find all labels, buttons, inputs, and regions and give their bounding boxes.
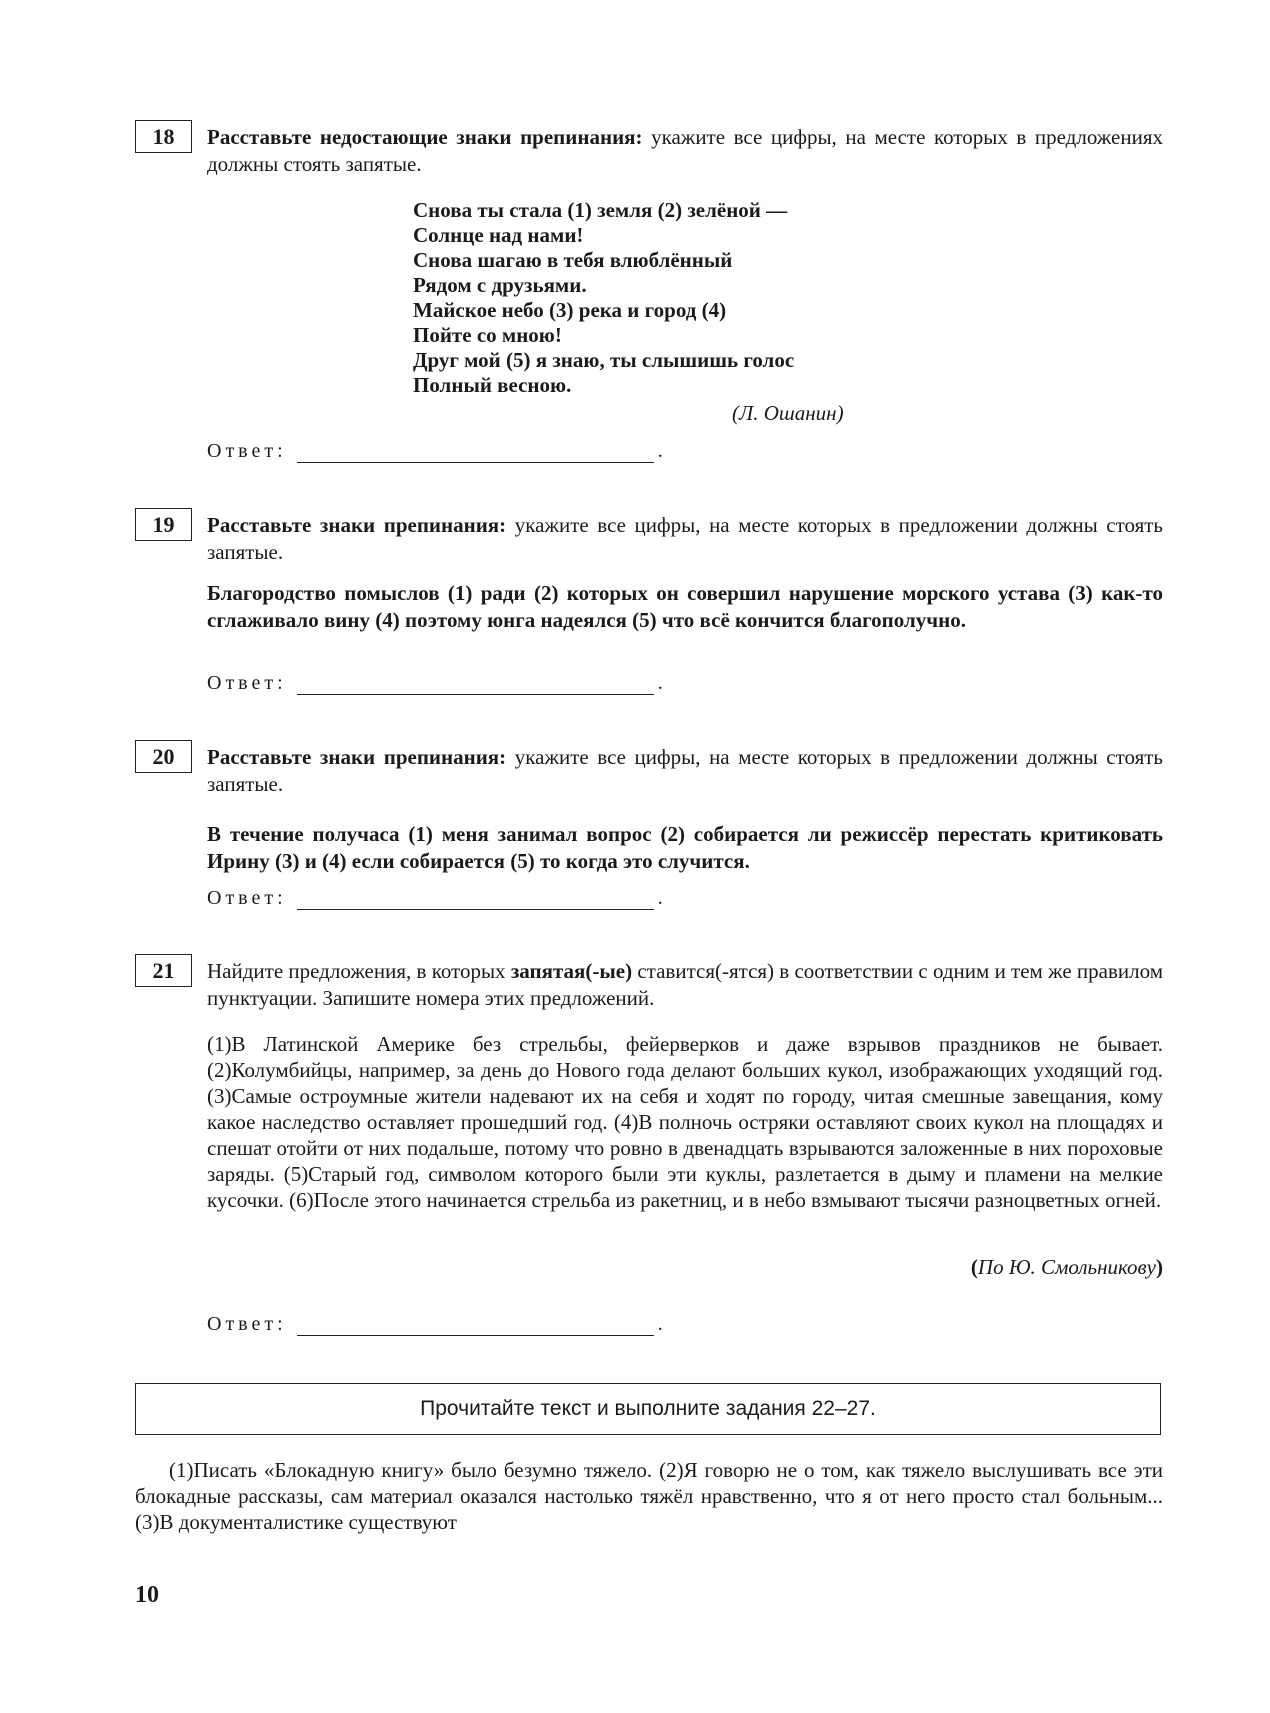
author-paren-open: ( (970, 1255, 978, 1279)
answer-line[interactable] (297, 889, 654, 910)
answer-end: . (657, 1313, 667, 1335)
task-21-instruction-start: Найдите предложения, в которых (207, 959, 511, 983)
answer-label: Ответ: (207, 672, 287, 694)
answer-end: . (657, 887, 667, 909)
task-number-18: 18 (135, 120, 192, 153)
poem-line: Пойте со мною! (413, 323, 562, 347)
task-20-instruction-bold: Расставьте знаки препинания: (207, 745, 507, 769)
poem-line: Полный весною. (413, 373, 572, 397)
task-20-instruction (207, 744, 1163, 798)
task-18-author: (Л. Ошанин) (732, 401, 844, 425)
task-18-instruction-bold: Расставьте недостающие знаки препинания: (207, 125, 643, 149)
task-18-instruction (207, 124, 1163, 178)
task-18-instruction-rest: укажите все цифры, на месте которых в предложениях должны стоять запятые. (207, 125, 1163, 176)
poem-line: Рядом с друзьями. (413, 273, 587, 297)
task-21-text: (1)В Латинской Америке без стрельбы, фейерверков и даже взрывов праздников не бывает. (2)Колумбийцы, например, за день до Нового года делают больших кукол, изображающих уходящий год. (3)Самые остроумные жители надевают их на себя и ходят по городу, читая смешные завещания, кому какое наследство оставляет прошедший год. (4)В полночь остряки оставляют своих кукол на площадях и спешат отойти от них подальше, потому что ровно в двенадцать взрываются заложенные в них пороховые заряды. (5)Старый год, символом которого были эти куклы, разлетается в дыму и пламени на мелкие кусочки. (6)После этого начинается стрельба из ракетниц, и в небо взмывают тысячи разноцветных огней. (207, 1032, 1163, 1212)
task-19-answer[interactable] (207, 672, 667, 695)
task-20-sentence: В течение получаса (1) меня занимал вопрос (2) собирается ли режиссёр перестать критиковать Ирину (3) и (4) если собирается (5) то когда это случится. (207, 822, 1163, 873)
answer-end: . (657, 672, 667, 694)
reading-instructions-banner: Прочитайте текст и выполните задания 22–27. (135, 1383, 1161, 1435)
task-18-poem (413, 198, 893, 398)
task-21-author (971, 1255, 1163, 1280)
task-21-instruction-bold: запятая(-ые) (510, 959, 633, 983)
task-20-answer[interactable] (207, 887, 667, 910)
task-18-answer[interactable] (207, 440, 667, 463)
answer-line[interactable] (297, 1315, 654, 1336)
task-19-instruction (207, 512, 1163, 566)
author-name: По Ю. Смольникову (977, 1255, 1156, 1279)
answer-label: Ответ: (207, 1313, 287, 1335)
answer-line[interactable] (297, 674, 654, 695)
answer-label: Ответ: (207, 440, 287, 462)
task-19-sentence: Благородство помыслов (1) ради (2) которых он совершил нарушение морского устава (3) как-то сглаживало вину (4) поэтому юнга надеялся (5) что всё кончится благополучно. (207, 581, 1163, 632)
task-19-instruction-rest: укажите все цифры, на месте которых в предложении должны стоять запятые. (207, 513, 1163, 564)
page-number: 10 (135, 1582, 159, 1608)
author-paren-close: ) (1156, 1255, 1163, 1279)
answer-end: . (657, 440, 667, 462)
reading-passage: (1)Писать «Блокадную книгу» было безумно тяжело. (2)Я говорю не о том, как тяжело выслушивать все эти блокадные рассказы, сам материал оказался настолько тяжёл нравственно, что я от него просто стал больным... (3)В документалистике существуют (135, 1458, 1163, 1534)
task-21-answer[interactable] (207, 1313, 667, 1336)
poem-line: Снова ты стала (1) земля (2) зелёной — (413, 198, 788, 222)
poem-line: Майское небо (3) река и город (4) (413, 298, 727, 322)
answer-line[interactable] (297, 442, 654, 463)
task-number-21: 21 (135, 954, 192, 987)
task-21-instruction (207, 958, 1163, 1012)
task-number-19: 19 (135, 508, 192, 541)
task-number-20: 20 (135, 740, 192, 773)
task-19-instruction-bold: Расставьте знаки препинания: (207, 513, 507, 537)
task-21-instruction-rest: ставится(-ятся) в соответствии с одним и тем же правилом пунктуации. Запишите номера этих предложений. (207, 959, 1163, 1010)
poem-line: Солнце над нами! (413, 223, 584, 247)
poem-line: Снова шагаю в тебя влюблённый (413, 248, 733, 272)
poem-line: Друг мой (5) я знаю, ты слышишь голос (413, 348, 795, 372)
answer-label: Ответ: (207, 887, 287, 909)
task-20-instruction-rest: укажите все цифры, на месте которых в предложении должны стоять запятые. (207, 745, 1163, 796)
